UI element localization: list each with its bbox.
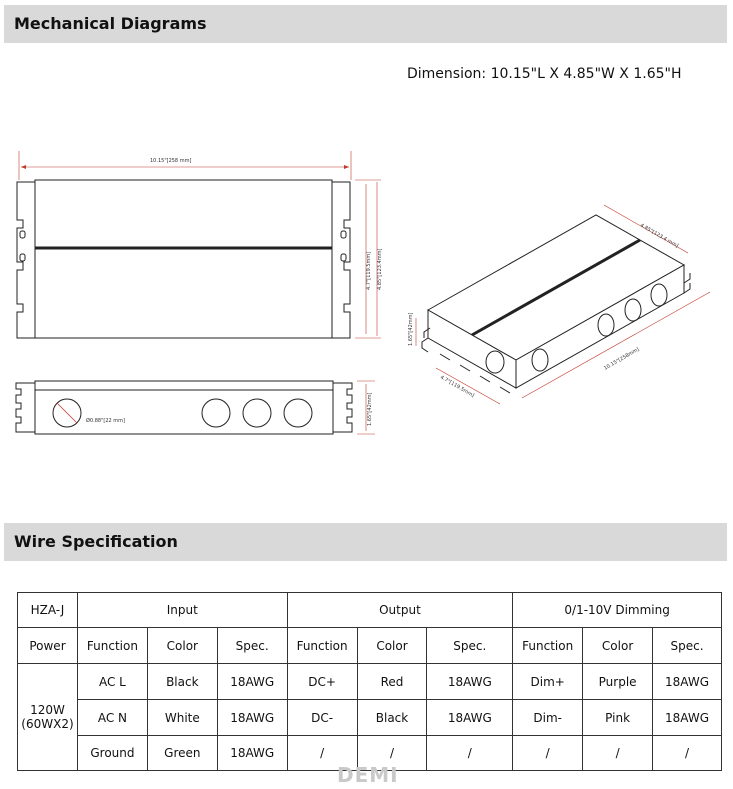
wire-specification-title: Wire Specification (14, 532, 178, 551)
input-function-cell: Ground (77, 736, 147, 771)
output-function-cell: DC- (287, 700, 357, 736)
power-header: Power (18, 628, 78, 664)
table-row (18, 700, 722, 736)
table-subheader-row (18, 628, 722, 664)
output-group-header: Output (287, 593, 513, 628)
table-row (18, 664, 722, 700)
input-color-cell: Black (147, 664, 217, 700)
output-function-cell: / (287, 736, 357, 771)
output-spec-cell: 18AWG (427, 664, 513, 700)
input-spec-cell: 18AWG (217, 664, 287, 700)
wire-specification-header (4, 523, 727, 561)
top-outer-width-label: 4.85"[123.4mm] (377, 248, 383, 290)
top-view-drawing (17, 151, 381, 338)
iso-width-label: 4.85"[123.4 mm] (639, 222, 680, 250)
dimming-function-cell: Dim+ (513, 664, 583, 700)
iso-height-label: 1.65"[42mm] (408, 312, 414, 346)
dimming-color-header: Color (583, 628, 653, 664)
dimming-spec-cell: / (653, 736, 722, 771)
input-group-header: Input (77, 593, 287, 628)
model-cell: HZA-J (18, 593, 78, 628)
dimming-color-cell: Pink (583, 700, 653, 736)
input-color-cell: White (147, 700, 217, 736)
iso-length-label: 10.15"[258mm] (603, 346, 641, 372)
input-color-cell: Green (147, 736, 217, 771)
input-spec-header: Spec. (217, 628, 287, 664)
dimming-spec-cell: 18AWG (653, 700, 722, 736)
input-spec-cell: 18AWG (217, 736, 287, 771)
demi-watermark: DEMI (337, 763, 399, 787)
dimming-color-cell: Purple (583, 664, 653, 700)
mechanical-diagrams-title: Mechanical Diagrams (14, 14, 207, 33)
output-spec-cell: 18AWG (427, 700, 513, 736)
top-inner-width-label: 4.7"[119.5mm] (366, 251, 372, 290)
output-color-header: Color (357, 628, 427, 664)
output-color-cell: / (357, 736, 427, 771)
table-header-row (18, 593, 722, 628)
output-spec-header: Spec. (427, 628, 513, 664)
side-height-label: 1.65"[42mm] (367, 392, 373, 426)
dimming-group-header: 0/1-10V Dimming (513, 593, 722, 628)
iso-inner-label: 4.7"[119.5mm] (439, 374, 476, 399)
input-function-cell: AC L (77, 664, 147, 700)
side-hole-label: Ø0.88"[22 mm] (86, 418, 125, 424)
input-spec-cell: 18AWG (217, 700, 287, 736)
power-value-line2: (60WX2) (21, 717, 74, 731)
power-value-line1: 120W (30, 703, 65, 717)
wire-spec-table (17, 592, 722, 771)
power-value-cell (18, 664, 78, 771)
output-function-header: Function (287, 628, 357, 664)
dimming-function-header: Function (513, 628, 583, 664)
output-color-cell: Red (357, 664, 427, 700)
input-function-cell: AC N (77, 700, 147, 736)
input-color-header: Color (147, 628, 217, 664)
side-view-drawing (16, 381, 375, 434)
input-function-header: Function (77, 628, 147, 664)
dimming-spec-header: Spec. (653, 628, 722, 664)
top-length-label: 10.15"[258 mm] (150, 158, 192, 164)
dimming-color-cell: / (583, 736, 653, 771)
isometric-view-drawing (416, 205, 710, 404)
output-function-cell: DC+ (287, 664, 357, 700)
dimming-function-cell: / (513, 736, 583, 771)
dimension-text: Dimension: 10.15"L X 4.85"W X 1.65"H (407, 66, 682, 82)
output-spec-cell: / (427, 736, 513, 771)
output-color-cell: Black (357, 700, 427, 736)
dimming-spec-cell: 18AWG (653, 664, 722, 700)
dimming-function-cell: Dim- (513, 700, 583, 736)
